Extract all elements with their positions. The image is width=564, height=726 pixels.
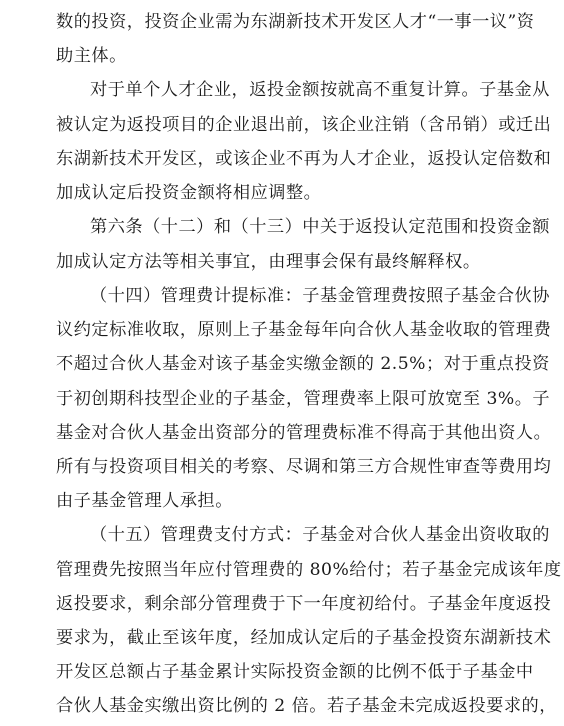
text-line: 由子基金管理人承担。 [56,491,233,511]
text-line: 要求为，截止至该年度，经加成认定后的子基金投资东湖新技术 [56,628,552,648]
text-line: （十四）管理费计提标准：子基金管理费按照子基金合伙协 [90,286,550,306]
text-line: 数的投资，投资企业需为东湖新技术开发区人才“一事一议”资 [56,12,535,32]
text-line: 管理费先按照当年应付管理费的 80%给付；若子基金完成该年度 [56,560,562,580]
text-line: 加成认定后投资金额将相应调整。 [56,183,322,203]
text-line: 于初创期科技型企业的子基金，管理费率上限可放宽至 3%。子 [56,389,551,409]
text-line: 加成认定方法等相关事宜，由理事会保有最终解释权。 [56,252,481,272]
text-line: 所有与投资项目相关的考察、尽调和第三方合规性审查等费用均 [56,457,552,477]
text-line: 合伙人基金实缴出资比例的 2 倍。若子基金未完成返投要求的， [56,696,557,716]
text-line: 不超过合伙人基金对该子基金实缴金额的 2.5%；对于重点投资 [56,354,550,374]
text-line: 基金对合伙人基金出资部分的管理费标准不得高于其他出资人。 [56,423,552,443]
text-line: （十五）管理费支付方式：子基金对合伙人基金出资收取的 [90,525,550,545]
text-line: 开发区总额占子基金累计实际投资金额的比例不低于子基金中 [56,662,534,682]
text-line: 被认定为返投项目的企业退出前，该企业注销（含吊销）或迁出 [56,115,552,135]
text-line: 第六条（十二）和（十三）中关于返投认定范围和投资金额 [90,217,550,237]
text-line: 议约定标准收取，原则上子基金每年向合伙人基金收取的管理费 [56,320,552,340]
text-line: 返投要求，剩余部分管理费于下一年度初给付。子基金年度返投 [56,594,552,614]
text-line: 助主体。 [56,46,127,66]
text-line: 对于单个人才企业，返投金额按就高不重复计算。子基金从 [90,80,550,100]
text-line: 东湖新技术开发区，或该企业不再为人才企业，返投认定倍数和 [56,149,552,169]
